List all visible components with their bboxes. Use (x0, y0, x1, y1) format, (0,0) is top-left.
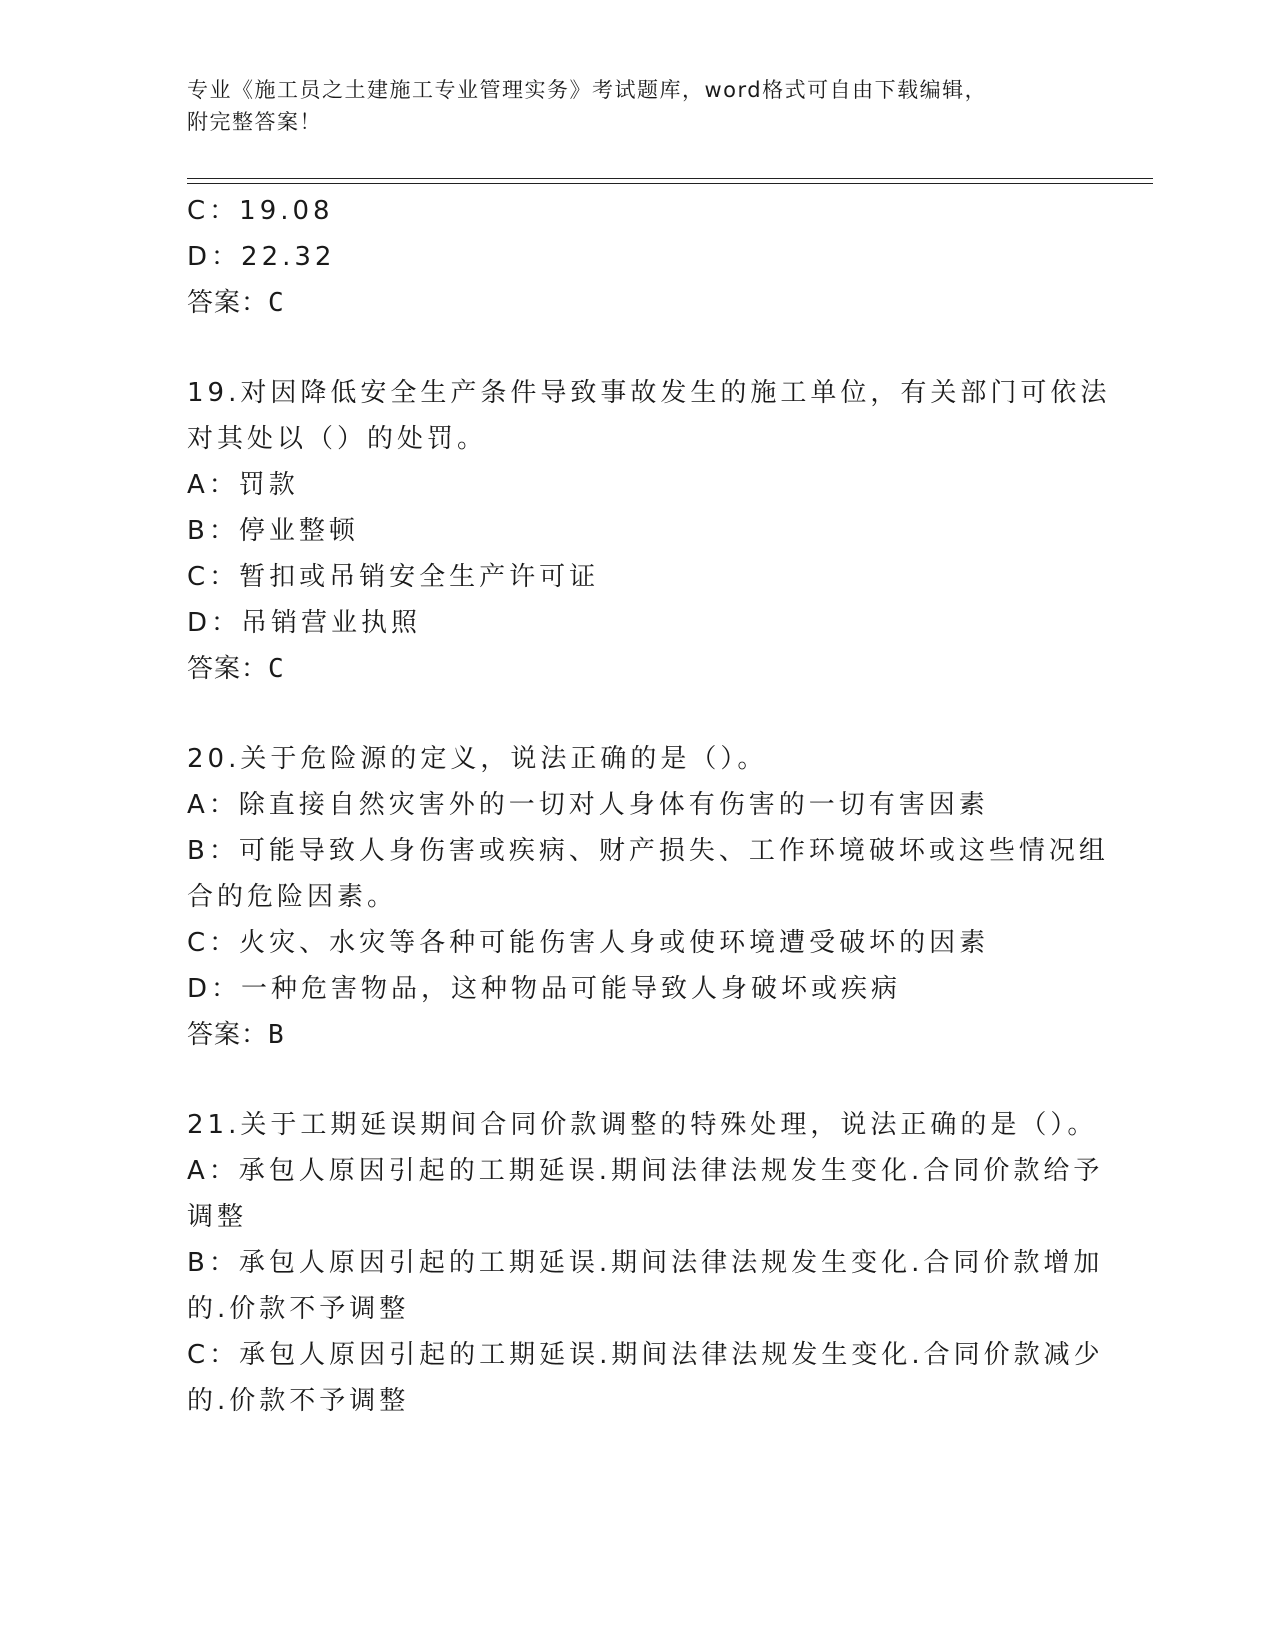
option-b: B：停业整顿 (187, 516, 359, 546)
option-b: B：可能导致人身伤害或疾病、财产损失、工作环境破坏或这些情况组 (187, 836, 1109, 866)
spacer (187, 692, 1087, 736)
question-stem-line: 21.关于工期延误期间合同价款调整的特殊处理，说法正确的是（）。 (187, 1110, 1098, 1140)
spacer (187, 1058, 1087, 1102)
question-19 (187, 370, 1111, 692)
question-stem-line: 20.关于危险源的定义，说法正确的是（）。 (187, 744, 768, 774)
option-c: C：承包人原因引起的工期延误.期间法律法规发生变化.合同价款减少 (187, 1340, 1104, 1370)
option-c: C：19.08 (187, 196, 334, 226)
option-d: D：吊销营业执照 (187, 608, 422, 638)
option-a-continued: 调整 (187, 1202, 248, 1232)
answer-line: 答案：B (187, 1020, 285, 1050)
option-a: A：罚款 (187, 470, 299, 500)
document-header (187, 74, 1087, 138)
option-c-continued: 的.价款不予调整 (187, 1386, 410, 1416)
header-line-1: 专业《施工员之土建施工专业管理实务》考试题库，word格式可自由下载编辑， (187, 78, 988, 102)
question-content (187, 188, 1111, 1424)
answer-line: 答案：C (187, 654, 285, 684)
question-18-tail (187, 188, 1087, 326)
option-b-continued: 合的危险因素。 (187, 882, 398, 912)
option-b: B：承包人原因引起的工期延误.期间法律法规发生变化.合同价款增加 (187, 1248, 1104, 1278)
header-rule-top (187, 178, 1153, 179)
answer-line: 答案：C (187, 288, 285, 318)
spacer (187, 326, 1087, 370)
option-c: C：暂扣或吊销安全生产许可证 (187, 562, 600, 592)
header-line-2: 附完整答案！ (187, 110, 322, 134)
question-20 (187, 736, 1109, 1058)
option-b-continued: 的.价款不予调整 (187, 1294, 410, 1324)
question-stem-line: 对其处以（）的处罚。 (187, 424, 488, 454)
option-d: D：一种危害物品，这种物品可能导致人身破坏或疾病 (187, 974, 902, 1004)
option-c: C：火灾、水灾等各种可能伤害人身或使环境遭受破坏的因素 (187, 928, 990, 958)
question-stem-line: 19.对因降低安全生产条件导致事故发生的施工单位，有关部门可依法 (187, 378, 1111, 408)
option-d: D：22.32 (187, 242, 336, 272)
option-a: A：承包人原因引起的工期延误.期间法律法规发生变化.合同价款给予 (187, 1156, 1104, 1186)
option-a: A：除直接自然灾害外的一切对人身体有伤害的一切有害因素 (187, 790, 989, 820)
header-rule-bottom (187, 183, 1153, 184)
question-21 (187, 1102, 1104, 1424)
